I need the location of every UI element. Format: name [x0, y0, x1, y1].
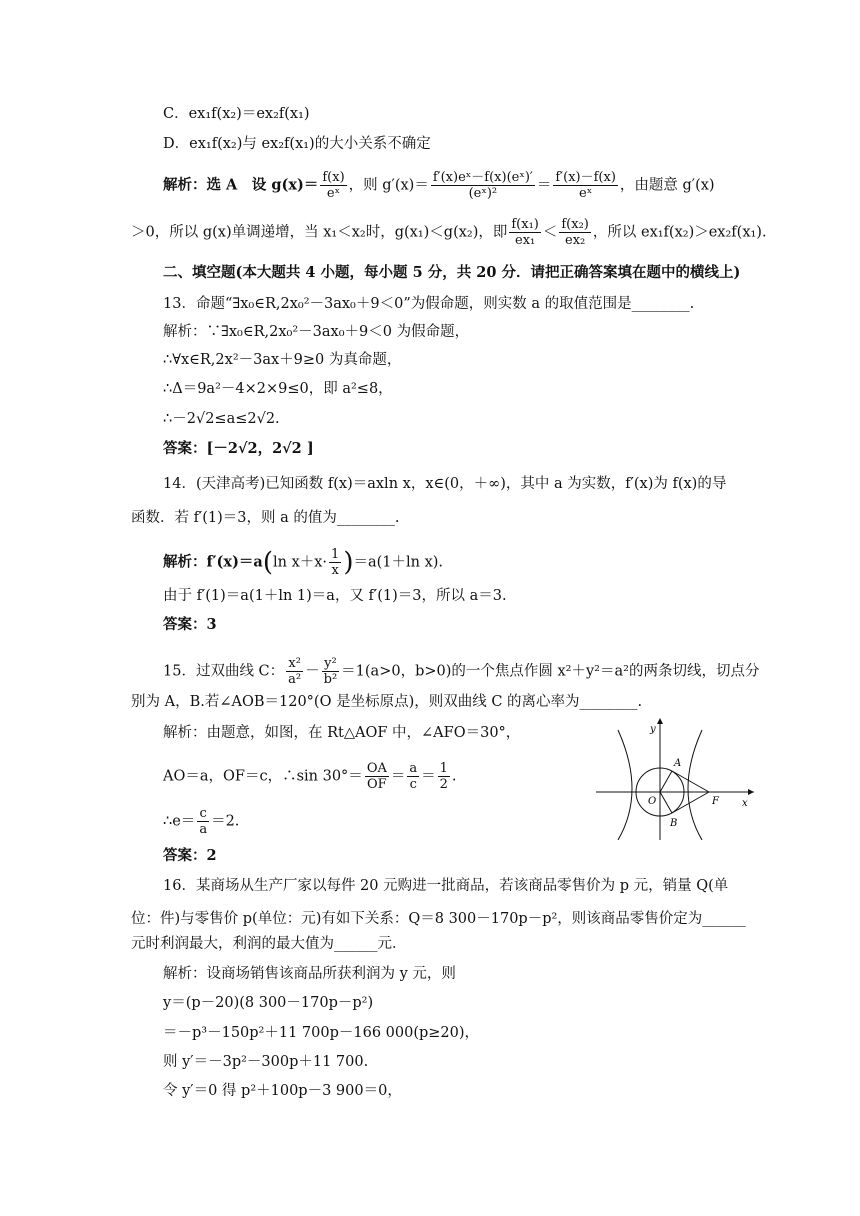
q13-solution-2: ∴∀x∈R,2x²－3ax＋9≥0 为真命题，	[163, 352, 402, 368]
fraction: $\frac{\text{f(x₁)}}{\text{ex₁}}$	[511, 217, 539, 248]
q12-solution-text-b: ，则 g′(x)＝	[348, 177, 429, 194]
q15-solution-1: 解析：由题意，如图，在 Rt△AOF 中，∠AFO＝30°，	[163, 725, 521, 741]
label-x: x	[742, 798, 748, 809]
fraction: $\frac{a}{c}$	[409, 761, 418, 792]
q16-stem-2: 位：件)与零售价 p(单位：元)有如下关系：Q＝8 300－170p－p²，则该商品零售价定为______	[131, 911, 746, 927]
hyperbola-figure	[596, 716, 756, 840]
q13-solution-4: ∴－2√2≤a≤2√2.	[163, 411, 280, 427]
q16-solution-5: 令 y′＝0 得 p²＋100p－3 900＝0，	[163, 1083, 402, 1099]
q16-solution-4: 则 y′＝－3p²－300p＋11 700.	[163, 1054, 369, 1070]
fraction: $\frac{1}{2}$	[439, 761, 448, 792]
option-c: C．ex₁f(x₂)＝ex₂f(x₁)	[163, 106, 310, 122]
q13-solution-3: ∴Δ＝9a²－4×2×9≤0，即 a²≤8，	[163, 381, 393, 397]
q12-solution-line1: 解析：选 A 设 g(x)＝ $\frac{f(x)}{\text{eˣ}}$ ，则 g′(x)＝ $\frac{\text{f′(x)eˣ－f(x)(eˣ)′}}{\text{(eˣ)²}}$ ＝ $\frac{f'(x)-f(x)}{\text{eˣ}}$ ，由题意 g′(x)	[163, 170, 715, 201]
label-o: O	[648, 796, 657, 807]
fraction: $\frac{f'(x)-f(x)}{\text{eˣ}}$	[555, 170, 616, 201]
fraction: $\frac{\text{x²}}{\text{a²}}$	[288, 656, 302, 687]
q13-stem: 13．命题“∃x₀∈R,2x₀²－3ax₀＋9＜0”为假命题，则实数 a 的取值范围是________.	[163, 296, 695, 312]
q15-stem-1: 15．过双曲线 C： $\frac{\text{x²}}{\text{a²}}$ － $\frac{\text{y²}}{\text{b²}}$ ＝1(a>0，b>0)的一个焦点作圆 x²＋y²＝a²的两条切线，切点分	[163, 656, 760, 687]
q15-answer: 答案：2	[163, 847, 217, 864]
q12-solution-text-a: 解析：选 A 设 g(x)＝	[163, 176, 319, 194]
left-paren: (	[262, 547, 273, 578]
fraction: $\frac{OA}{OF}$	[366, 761, 387, 792]
label-y: y	[650, 724, 656, 735]
hyperbola-left-branch	[618, 730, 632, 840]
label-f: F	[712, 796, 719, 807]
fraction: $\frac{1}{x}$	[331, 547, 340, 578]
q15-stem-2: 别为 A，B.若∠AOB＝120°(O 是坐标原点)，则双曲线 C 的离心率为________.	[131, 694, 643, 710]
fraction: $\frac{\text{f(x₂)}}{\text{ex₂}}$	[561, 217, 589, 248]
q15-solution-3: ∴e＝ $\frac{c}{a}$ ＝2.	[163, 806, 240, 837]
hyperbola-right-branch	[688, 730, 702, 840]
section-heading: 二、填空题(本大题共 4 小题，每小题 5 分，共 20 分．请把正确答案填在题中的横线上)	[163, 264, 741, 281]
option-d: D．ex₁f(x₂)与 ex₂f(x₁)的大小关系不确定	[163, 136, 431, 152]
fraction: $\frac{\text{f′(x)eˣ－f(x)(eˣ)′}}{\text{(eˣ)²}}$	[432, 170, 533, 201]
fraction: $\frac{c}{a}$	[199, 806, 208, 837]
q13-answer: 答案：[－2√2，2√2 ]	[163, 440, 314, 457]
q14-stem-1: 14．(天津高考)已知函数 f(x)＝axln x，x∈(0，＋∞)，其中 a 为实数，f′(x)为 f(x)的导	[163, 476, 727, 492]
q16-stem-1: 16．某商场从生产厂家以每件 20 元购进一批商品，若该商品零售价为 p 元，销量 Q(单	[163, 878, 729, 894]
q16-solution-3: ＝－p³－150p²＋11 700p－166 000(p≥20)，	[163, 1025, 480, 1041]
right-paren: )	[343, 547, 354, 578]
q16-solution-2: y＝(p－20)(8 300－170p－p²)	[163, 995, 374, 1011]
q15-solution-2: AO＝a，OF＝c，∴sin 30°＝ $\frac{OA}{OF}$ ＝ $\frac{a}{c}$ ＝ $\frac{1}{2}$ .	[163, 761, 457, 792]
q12-solution-text-d: ，由题意 g′(x)	[619, 177, 715, 194]
fraction: $\frac{\text{y²}}{\text{b²}}$	[323, 656, 338, 687]
x-axis-arrow	[748, 789, 754, 795]
tangent-fa	[672, 771, 709, 792]
y-axis-arrow	[657, 718, 663, 724]
label-b: B	[670, 818, 678, 829]
q14-solution-1: 解析：f′(x)＝a(ln x＋x· $\frac{1}{x}$ )＝a(1＋ln x).	[163, 547, 444, 578]
q16-stem-3: 元时利润最大，利润的最大值为______元．	[131, 936, 407, 952]
q12-solution-line2: ＞0，所以 g(x)单调递增，当 x₁＜x₂时，g(x₁)＜g(x₂)，即 $\frac{\text{f(x₁)}}{\text{ex₁}}$ ＜ $\frac{\text{f(x₂)}}{\text{ex₂}}$ ，所以 ex₁f(x₂)＞ex₂f(x₁).	[131, 217, 767, 248]
q14-answer: 答案：3	[163, 616, 217, 633]
q14-solution-2: 由于 f′(1)＝a(1＋ln 1)＝a，又 f′(1)＝3，所以 a＝3.	[163, 588, 507, 604]
q16-solution-1: 解析：设商场销售该商品所获利润为 y 元，则	[163, 966, 456, 982]
segment-oa	[660, 771, 672, 792]
q14-stem-2: 函数．若 f′(1)＝3，则 a 的值为________.	[131, 510, 400, 526]
label-a: A	[674, 758, 682, 769]
fraction: $\frac{f(x)}{\text{eˣ}}$	[322, 170, 345, 201]
segment-ob	[660, 792, 672, 813]
q13-solution-1: 解析：∵∃x₀∈R,2x₀²－3ax₀＋9＜0 为假命题，	[163, 324, 470, 340]
